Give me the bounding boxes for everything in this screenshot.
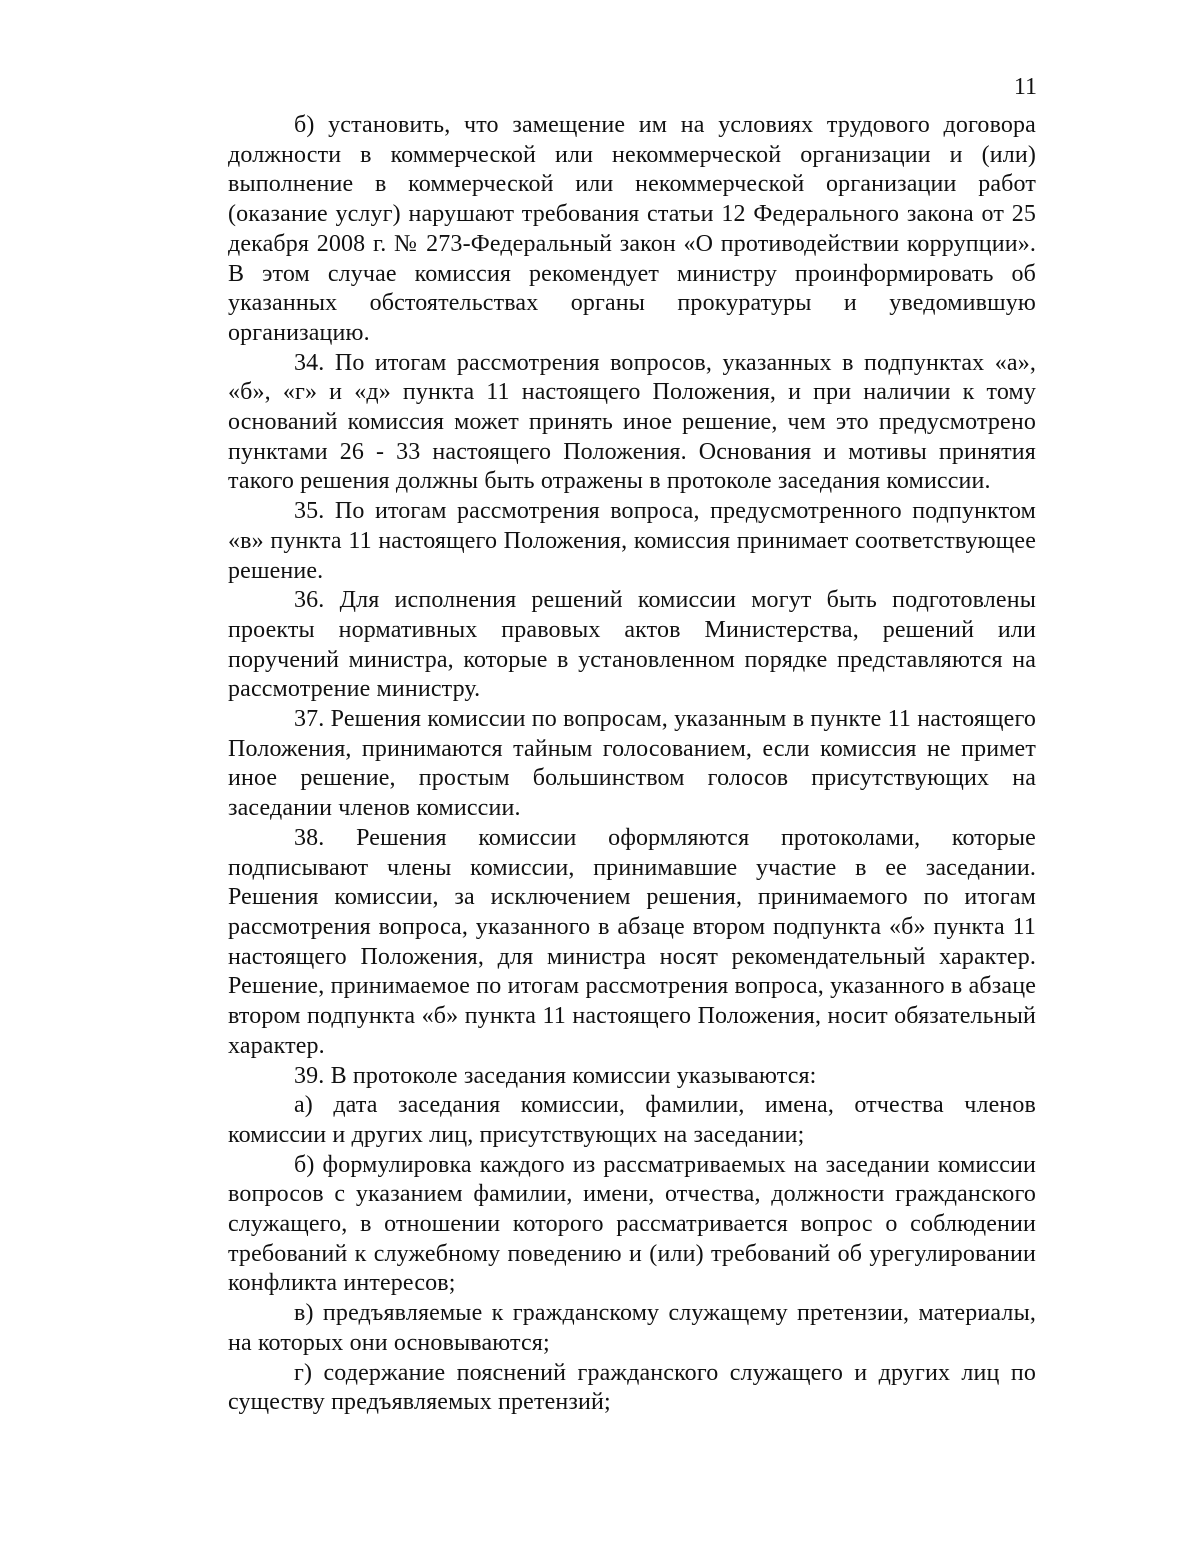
paragraph-38: 38. Решения комиссии оформляются протоколами, которые подписывают члены комиссии, принимавшие участие в ее заседании. Решения комиссии, за исключением решения, принимаемого по итогам рассмотрения вопроса, указанного в абзаце втором подпункта «б» пункта 11 настоящего Положения, для министра носят рекомендательный характер. Решение, принимаемое по итогам рассмотрения вопроса, указанного в абзаце втором подпункта «б» пункта 11 настоящего Положения, носит обязательный характер. (228, 824, 1036, 1059)
paragraph-39a: а) дата заседания комиссии, фамилии, имена, отчества членов комиссии и других лиц, присутствующих на заседании; (228, 1092, 1036, 1148)
paragraph-33b: б) установить, что замещение им на условиях трудового договора должности в коммерческой или некоммерческой организации и (или) выполнение в коммерческой или некоммерческой организации работ (оказание услуг) нарушают требования статьи 12 Федерального закона от 25 декабря 2008 г. № 273-Федеральный закон «О противодействии коррупции». В этом случае комиссия рекомендует министру проинформировать об указанных обстоятельствах органы прокуратуры и уведомившую организацию. (228, 112, 1036, 346)
paragraph-39b: б) формулировка каждого из рассматриваемых на заседании комиссии вопросов с указанием фамилии, имени, отчества, должности гражданского служащего, в отношении которого рассматривается вопрос о соблюдении требований к служебному поведению и (или) требований об урегулировании конфликта интересов; (228, 1151, 1036, 1297)
page-number: 11 (1013, 74, 1037, 100)
paragraph-39: 39. В протоколе заседания комиссии указываются: (294, 1062, 817, 1089)
paragraph-39g: г) содержание пояснений гражданского служащего и других лиц по существу предъявляемых претензий; (228, 1359, 1036, 1416)
paragraph-39v: в) предъявляемые к гражданскому служащему претензии, материалы, на которых они основываются; (228, 1300, 1036, 1356)
paragraph-34: 34. По итогам рассмотрения вопросов, указанных в подпунктах «а», «б», «г» и «д» пункта 11 настоящего Положения, и при наличии к тому оснований комиссия может принять иное решение, чем это предусмотрено пунктами 26 - 33 настоящего Положения. Основания и мотивы принятия такого решения должны быть отражены в протоколе заседания комиссии. (228, 349, 1036, 495)
paragraph-37: 37. Решения комиссии по вопросам, указанным в пункте 11 настоящего Положения, принимаются тайным голосованием, если комиссия не примет иное решение, простым большинством голосов присутствующих на заседании членов комиссии. (228, 706, 1036, 822)
paragraph-36: 36. Для исполнения решений комиссии могут быть подготовлены проекты нормативных правовых актов Министерства, решений или поручений министра, которые в установленном порядке представляются на рассмотрение министру. (228, 587, 1036, 703)
document-body (228, 111, 1036, 1418)
paragraph-35: 35. По итогам рассмотрения вопроса, предусмотренного подпунктом «в» пункта 11 настоящего Положения, комиссия принимает соответствующее решение. (228, 498, 1036, 584)
